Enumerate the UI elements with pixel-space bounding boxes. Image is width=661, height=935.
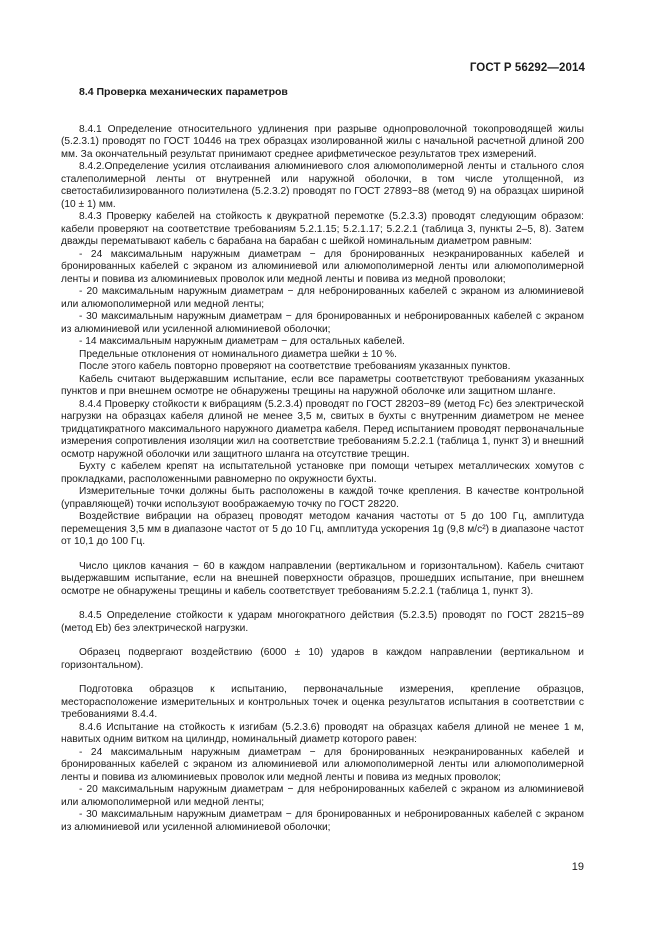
list-item: - 20 максимальным наружным диаметрам − для небронированных кабелей с экраном из алюминиевой или алюмополимерной или медной ленты; (61, 286, 584, 310)
paragraph: Предельные отклонения от номинального диаметра шейки ± 10 %. (79, 348, 397, 360)
paragraph: Измерительные точки должны быть расположены в каждой точке крепления. В качестве контрольной (управляющей) точки используют воображаемую точку по ГОСТ 28220. (61, 486, 584, 510)
paragraph: 8.4.4 Проверку стойкости к вибрациям (5.2.3.4) проводят по ГОСТ 28203−89 (метод Fc) без электрической нагрузки на образцах кабеля длиной не менее 3,5 м, свитых в бухты с внутренним диаметром не менее тридцатикратного максимального наружного диаметра кабеля. Перед испытанием проводят первоначальные измерения сопротивления изоляции жил на соответствие требованиям 5.2.2.1 (таблица 1, пункт 3) и внешний осмотр наружной оболочки или защитного шланга на отсутствие трещин. (61, 398, 584, 460)
paragraph: Образец подвергают воздействию (6000 ± 10) ударов в каждом направлении (вертикальном и горизонтальном). (61, 647, 584, 671)
page-content (61, 86, 584, 834)
list-item: - 20 максимальным наружным диаметрам − для небронированных кабелей с экраном из алюминиевой или алюмополимерной или медной ленты; (61, 784, 584, 808)
list-item: - 30 максимальным наружным диаметрам − для бронированных и небронированных кабелей с экраном из алюминиевой или усиленной алюминиевой оболочки; (61, 809, 584, 833)
list-item: - 14 максимальным наружным диаметрам − для остальных кабелей. (79, 336, 405, 347)
page-number: 19 (571, 861, 584, 873)
list-item: - 30 максимальным наружным диаметрам − для бронированных и небронированных кабелей с экраном из алюминиевой или усиленной алюминиевой оболочки; (61, 311, 584, 335)
paragraph: Бухту с кабелем крепят на испытательной установке при помощи четырех металлических хомутов с прокладками, расположенными равномерно по окружности бухты. (61, 461, 584, 485)
paragraph: Подготовка образцов к испытанию, первоначальные измерения, крепление образцов, месторасположение измерительных и контрольных точек и оценка результатов испытания в соответствии с требованиями 8.4.4. (61, 684, 584, 720)
paragraph: Число циклов качания − 60 в каждом направлении (вертикальном и горизонтальном). Кабель считают выдержавшим испытание, если на внешней поверхности образцов, прошедших испытание, при внешнем осмотре не обнаружены трещины и кабель соответствует требованиям 5.2.2.1 (таблица 1, пункт 3). (61, 560, 584, 597)
paragraph: После этого кабель повторно проверяют на соответствие требованиям указанных пунктов. (79, 361, 511, 372)
paragraph: 8.4.1 Определение относительного удлинения при разрыве однопроволочной токопроводящей жилы (5.2.3.1) проводят по ГОСТ 10446 на трех образцах изолированной жилы с начальной расчетной длиной 200 мм. За окончательный результат принимают среднее арифметическое результатов трех измерений. (61, 123, 584, 160)
paragraph: 8.4.5 Определение стойкости к ударам многократного действия (5.2.3.5) проводят по ГОСТ 28215−89 (метод Eb) без электрической нагрузки. (61, 610, 584, 634)
paragraph: Кабель считают выдержавшим испытание, если все параметры соответствуют требованиям указанных пунктов и при внешнем осмотре не обнаружены трещины на наружной оболочке или защитном шланге. (61, 373, 584, 397)
paragraph: 8.4.2.Определение усилия отслаивания алюминиевого слоя алюмополимерной ленты и стального слоя сталеполимерной ленты от внутренней или наружной оболочки, в том числе утолщенной, из светостабилизированного полиэтилена (5.2.3.2) проводят по ГОСТ 27893−88 (метод 9) на образцах шириной (10 ± 1) мм. (61, 161, 584, 210)
section-title: 8.4 Проверка механических параметров (79, 86, 288, 98)
document-code: ГОСТ Р 56292—2014 (469, 62, 585, 74)
list-item: - 24 максимальным наружным диаметрам − для бронированных неэкранированных кабелей и бронированных кабелей с экраном из алюминиевой или алюмополимерной ленты или алюмополимерной ленты и повива из алюминиевых проволок или медной ленты и повива из медной проволоки; (61, 248, 584, 285)
paragraph: 8.4.3 Проверку кабелей на стойкость к двукратной перемотке (5.2.3.3) проводят следующим образом: кабели проверяют на соответствие требованиям 5.2.1.15; 5.2.1.17; 5.2.2.1 (таблица 3, пункты 2–5, 8). Затем дважды перематывают кабель с барабана на барабан с шейкой номинальным диаметром равным: (61, 211, 584, 247)
list-item: - 24 максимальным наружным диаметрам − для бронированных неэкранированных кабелей и бронированных кабелей с экраном из алюминиевой или алюмополимерной ленты или алюмополимерной ленты и повива из алюминиевых проволок или медной ленты и повива из медных проволок; (61, 746, 584, 783)
paragraph: Воздействие вибрации на образец проводят методом качания частоты от 5 до 100 Гц, амплитуда перемещения 3,5 мм в диапазоне частот от 5 до 10 Гц, амплитуда ускорения 1g (9,8 м/с²) в диапазоне частот от 10,1 до 100 Гц. (61, 511, 584, 547)
paragraph: 8.4.6 Испытание на стойкость к изгибам (5.2.3.6) проводят на образцах кабеля длиной не менее 1 м, навитых одним витком на цилиндр, номинальный диаметр которого равен: (61, 721, 584, 745)
